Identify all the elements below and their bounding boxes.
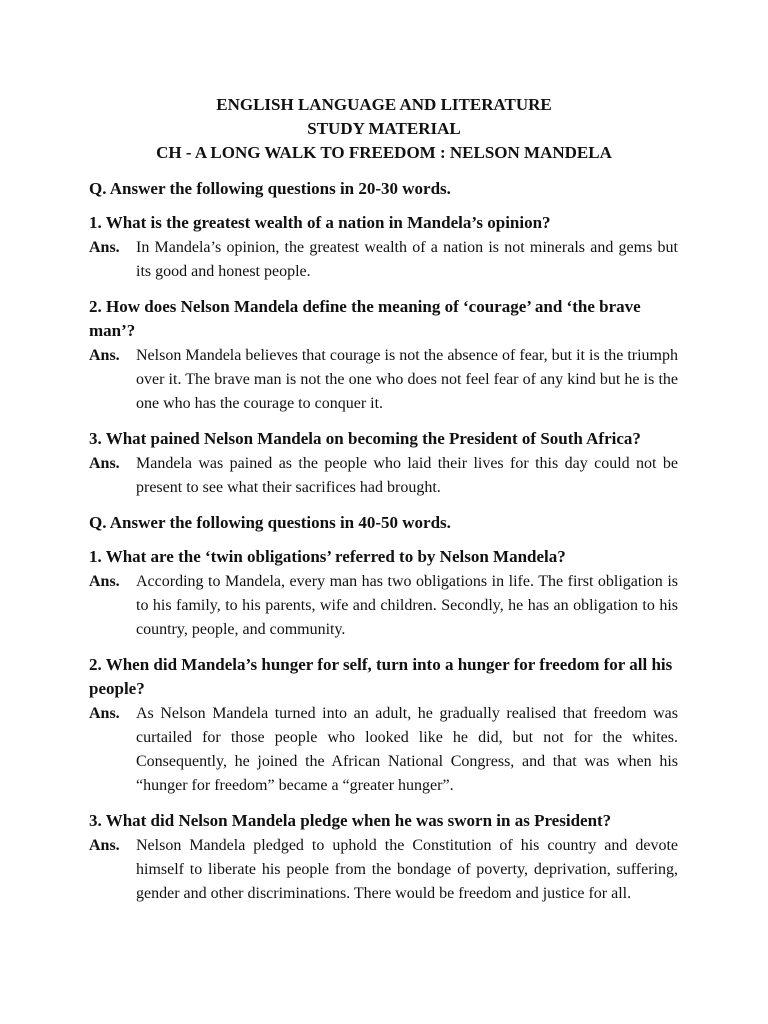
qa-item <box>89 211 678 284</box>
answer-text: Mandela was pained as the people who laid their lives for this day could not be present to see what their sacrifices had brought. <box>136 455 678 496</box>
answer-label: Ans. <box>89 705 120 722</box>
answer-text: According to Mandela, every man has two obligations in life. The first obligation is to his family, to his parents, wife and children. Secondly, he has an obligation to his country, people, and community. <box>136 573 678 638</box>
answer-text: In Mandela’s opinion, the greatest wealth of a nation is not minerals and gems but its good and honest people. <box>136 239 678 280</box>
qa-item <box>89 295 678 416</box>
chapter-title: CH - A LONG WALK TO FREEDOM : NELSON MANDELA <box>156 143 612 162</box>
answer-text: Nelson Mandela pledged to uphold the Constitution of his country and devote himself to liberate his people from the bondage of poverty, deprivation, suffering, gender and other discriminations. There would be freedom and justice for all. <box>136 837 678 902</box>
answer-label: Ans. <box>89 837 120 854</box>
question-text: 2. When did Mandela’s hunger for self, turn into a hunger for freedom for all his people? <box>89 655 673 698</box>
answer <box>89 344 678 416</box>
question-text: 2. How does Nelson Mandela define the meaning of ‘courage’ and ‘the brave man’? <box>89 297 641 340</box>
answer-label: Ans. <box>89 239 120 256</box>
material-title: STUDY MATERIAL <box>307 119 461 138</box>
question-text: 3. What did Nelson Mandela pledge when he was sworn in as President? <box>89 811 612 830</box>
answer <box>89 702 678 798</box>
qa-item <box>89 653 678 798</box>
answer <box>89 570 678 642</box>
section-instruction: Q. Answer the following questions in 20-30 words. <box>89 179 451 198</box>
answer-label: Ans. <box>89 573 120 590</box>
qa-item <box>89 545 678 642</box>
qa-item <box>89 809 678 906</box>
section-instruction: Q. Answer the following questions in 40-50 words. <box>89 513 451 532</box>
answer <box>89 236 678 284</box>
subject-title: ENGLISH LANGUAGE AND LITERATURE <box>216 95 552 114</box>
answer <box>89 452 678 500</box>
answer-label: Ans. <box>89 347 120 364</box>
qa-item <box>89 427 678 500</box>
question-text: 1. What is the greatest wealth of a nation in Mandela’s opinion? <box>89 213 551 232</box>
answer-text: Nelson Mandela believes that courage is not the absence of fear, but it is the triumph over it. The brave man is not the one who does not feel fear of any kind but he is the one who has the courage to conquer it. <box>136 347 678 412</box>
answer-text: As Nelson Mandela turned into an adult, he gradually realised that freedom was curtailed for those people who looked like he did, but not for the whites. Consequently, he joined the African National Congress, and that was when his “hunger for freedom” became a “greater hunger”. <box>136 705 678 794</box>
question-text: 3. What pained Nelson Mandela on becoming the President of South Africa? <box>89 429 641 448</box>
question-text: 1. What are the ‘twin obligations’ referred to by Nelson Mandela? <box>89 547 566 566</box>
answer-label: Ans. <box>89 455 120 472</box>
answer <box>89 834 678 906</box>
document-header <box>0 93 768 165</box>
